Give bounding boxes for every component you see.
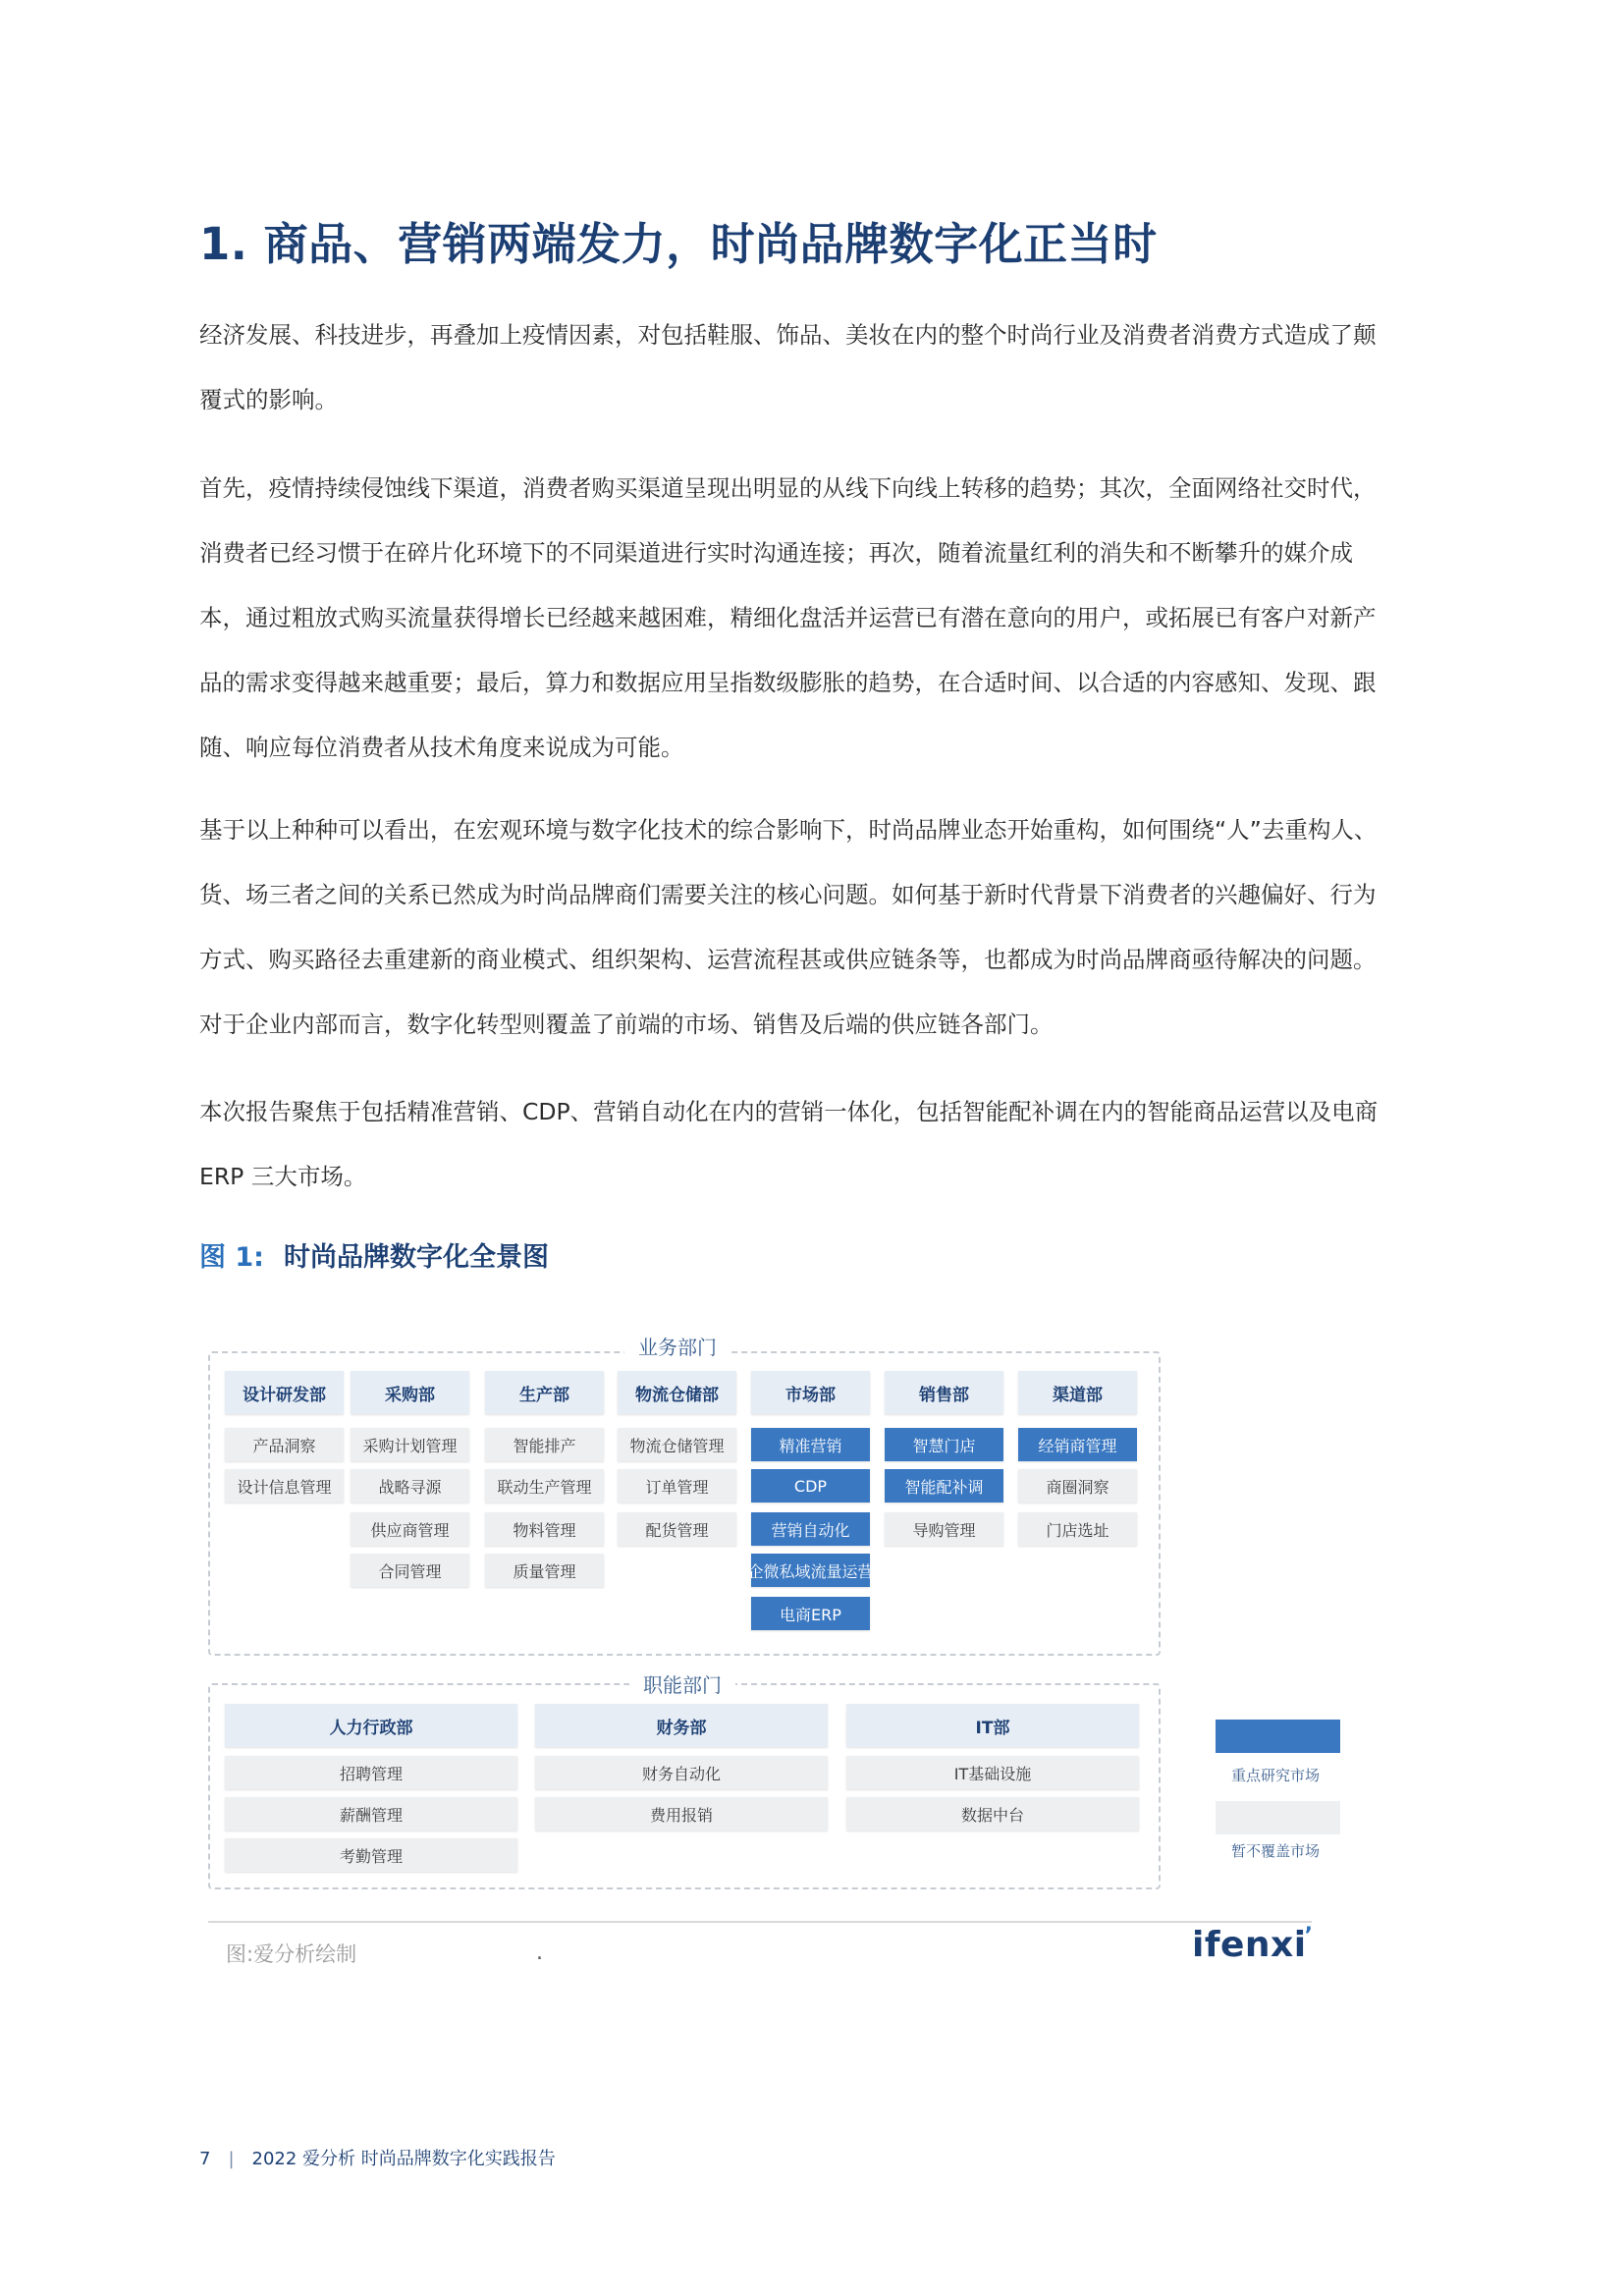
market-cell: 合同管理 [351, 1554, 469, 1587]
department-header: 渠道部 [1018, 1371, 1137, 1414]
ifenxi-logo [1192, 1925, 1315, 1965]
market-cell: 招聘管理 [225, 1756, 517, 1789]
text-line: 本次报告聚焦于包括精准营销、CDP、营销自动化在内的营销一体化，包括智能配补调在内的智能商品运营以及电商 [199, 1098, 1379, 1125]
section-title: 1. 商品、营销两端发力，时尚品牌数字化正当时 [199, 218, 1158, 270]
text-line: 货、场三者之间的关系已然成为时尚品牌商们需要关注的核心问题。如何基于新时代背景下消费者的兴趣偏好、行为 [199, 881, 1377, 908]
text-line: 方式、购买路径去重建新的商业模式、组织架构、运营流程甚或供应链条等，也都成为时尚品牌商亟待解决的问题。 [199, 946, 1377, 973]
function-departments-title: 职能部门 [629, 1669, 735, 1698]
market-cell: 产品洞察 [225, 1428, 344, 1461]
market-cell: 供应商管理 [351, 1512, 469, 1546]
key-market-cell: 精准营销 [751, 1428, 870, 1461]
key-market-cell: 经销商管理 [1018, 1428, 1137, 1461]
paragraph-4 [199, 1079, 1446, 1209]
page-number: 7 [199, 2149, 211, 2169]
market-cell: 数据中台 [846, 1797, 1139, 1831]
text-line: 首先，疫情持续侵蚀线下渠道，消费者购买渠道呈现出明显的从线下向线上转移的趋势；其次，全面网络社交时代， [199, 474, 1377, 502]
footer-separator: | [228, 2149, 235, 2169]
text-line: 经济发展、科技进步，再叠加上疫情因素，对包括鞋服、饰品、美妆在内的整个时尚行业及消费者消费方式造成了颠 [199, 321, 1377, 349]
key-market-cell: 电商ERP [751, 1597, 870, 1630]
department-header: 人力行政部 [225, 1704, 517, 1747]
business-departments-title: 业务部门 [624, 1332, 730, 1360]
market-cell: 设计信息管理 [225, 1469, 344, 1503]
key-market-cell: 智能配补调 [885, 1469, 1003, 1503]
source-divider [208, 1921, 1312, 1923]
market-cell: 联动生产管理 [485, 1469, 604, 1503]
department-header: 设计研发部 [225, 1371, 344, 1414]
market-cell: 订单管理 [618, 1469, 736, 1503]
market-cell: 质量管理 [485, 1554, 604, 1587]
market-cell: 考勤管理 [225, 1838, 517, 1872]
market-cell: 门店选址 [1018, 1512, 1137, 1546]
paragraph-1 [199, 302, 1446, 432]
department-header: 采购部 [351, 1371, 469, 1414]
market-cell: 商圈洞察 [1018, 1469, 1137, 1503]
text-line: 基于以上种种可以看出，在宏观环境与数字化技术的综合影响下，时尚品牌业态开始重构，如何围绕“人”去重构人、 [199, 816, 1378, 844]
market-cell: 费用报销 [535, 1797, 828, 1831]
legend-key-market-swatch [1216, 1720, 1340, 1753]
legend-uncovered-market-swatch [1216, 1801, 1340, 1834]
logo-text: ifenxi [1192, 1925, 1307, 1965]
market-cell: 财务自动化 [535, 1756, 828, 1789]
text-line: 覆式的影响。 [199, 386, 338, 413]
page-footer [199, 2145, 556, 2170]
figure-title: 时尚品牌数字化全景图 [283, 1242, 549, 1273]
report-title: 2022 爱分析 时尚品牌数字化实践报告 [251, 2149, 556, 2169]
market-cell: 物流仓储管理 [618, 1428, 736, 1461]
market-cell: 智能排产 [485, 1428, 604, 1461]
legend-uncovered-market-label: 暂不覆盖市场 [1231, 1842, 1321, 1860]
key-market-cell: 企微私域流量运营 [751, 1554, 870, 1587]
legend-key-market-label: 重点研究市场 [1231, 1767, 1321, 1784]
department-header: 生产部 [485, 1371, 604, 1414]
paragraph-3 [199, 797, 1446, 1057]
key-market-cell: CDP [751, 1469, 870, 1503]
paragraph-2 [199, 456, 1446, 780]
key-market-cell: 营销自动化 [751, 1512, 870, 1546]
stray-dot: . [536, 1941, 543, 1965]
market-cell: 导购管理 [885, 1512, 1003, 1546]
department-header: 财务部 [535, 1704, 828, 1747]
figure-source: 图:爱分析绘制 [226, 1942, 357, 1966]
text-line: ERP 三大市场。 [199, 1163, 367, 1190]
key-market-cell: 智慧门店 [885, 1428, 1003, 1461]
figure-number: 图 1: [199, 1242, 264, 1273]
market-cell: 薪酬管理 [225, 1797, 517, 1831]
market-cell: 采购计划管理 [351, 1428, 469, 1461]
department-header: 市场部 [751, 1371, 870, 1414]
text-line: 对于企业内部而言，数字化转型则覆盖了前端的市场、销售及后端的供应链各部门。 [199, 1011, 1054, 1038]
market-cell: IT基础设施 [846, 1756, 1139, 1789]
figure-caption [199, 1235, 549, 1274]
market-cell: 配货管理 [618, 1512, 736, 1546]
market-cell: 战略寻源 [351, 1469, 469, 1503]
text-line: 随、响应每位消费者从技术角度来说成为可能。 [199, 734, 684, 761]
text-line: 品的需求变得越来越重要；最后，算力和数据应用呈指数级膨胀的趋势，在合适时间、以合适的内容感知、发现、跟 [199, 669, 1377, 696]
department-header: 销售部 [885, 1371, 1003, 1414]
market-cell: 物料管理 [485, 1512, 604, 1546]
logo-mark: ʼ [1304, 1924, 1314, 1948]
text-line: 本，通过粗放式购买流量获得增长已经越来越困难，精细化盘活并运营已有潜在意向的用户，或拓展已有客户对新产 [199, 604, 1377, 631]
department-header: 物流仓储部 [618, 1371, 736, 1414]
department-header: IT部 [846, 1704, 1139, 1747]
text-line: 消费者已经习惯于在碎片化环境下的不同渠道进行实时沟通连接；再次，随着流量红利的消失和不断攀升的媒介成 [199, 539, 1353, 567]
